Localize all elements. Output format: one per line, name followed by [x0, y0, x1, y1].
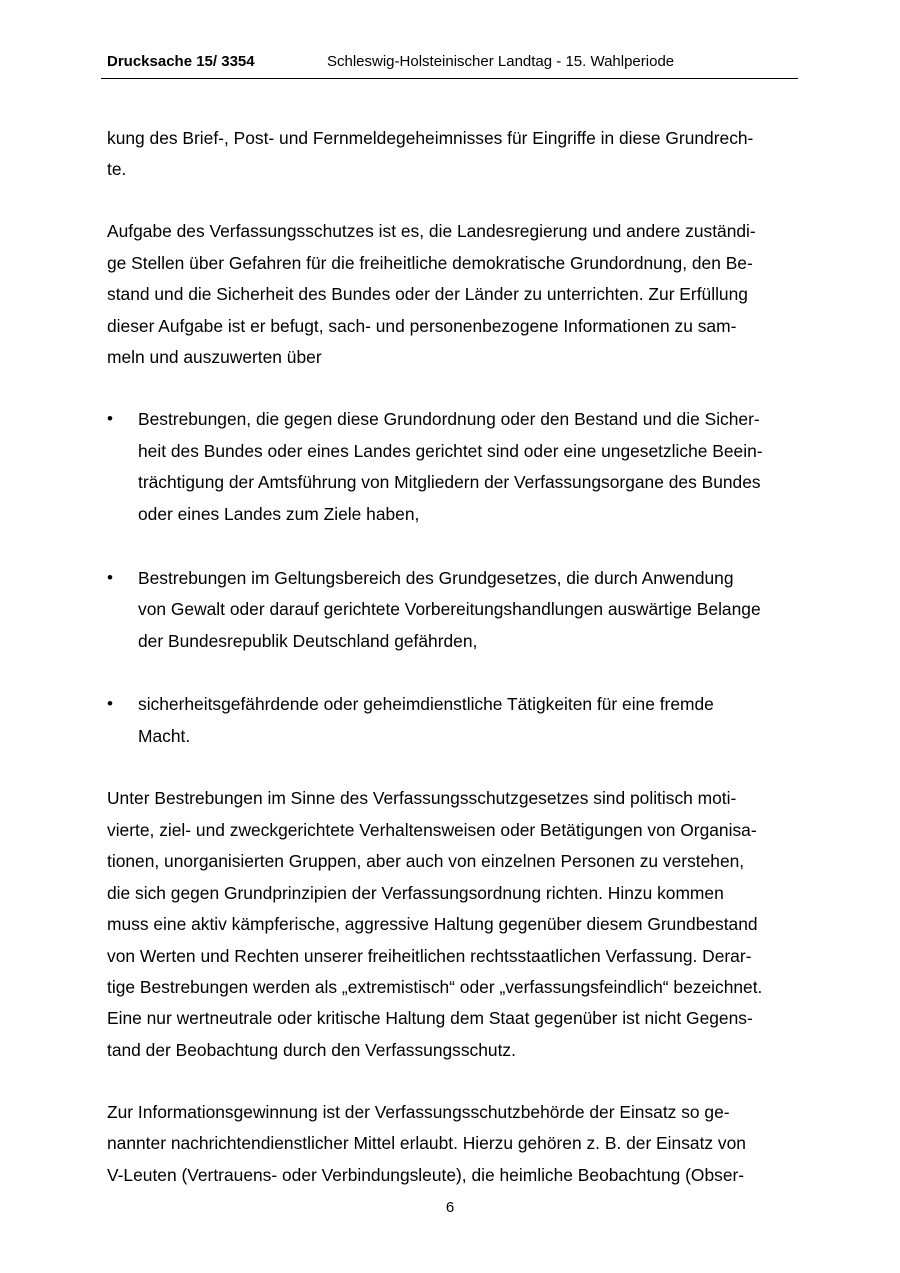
paragraph-line: kung des Brief-, Post- und Fernmeldegeheimnisses für Eingriffe in diese Grundrech- [107, 128, 754, 148]
paragraph-line: von Werten und Rechten unserer freiheitlichen rechtsstaatlichen Verfassung. Derar- [107, 946, 752, 966]
bullet-line: heit des Bundes oder eines Landes gerichtet sind oder eine ungesetzliche Beein- [138, 441, 763, 461]
page-header [101, 52, 798, 79]
paragraph-line: tige Bestrebungen werden als „extremistisch“ oder „verfassungsfeindlich“ bezeichnet. [107, 977, 763, 997]
document-number: Drucksache 15/ 3354 [107, 53, 255, 70]
parliament-title: Schleswig-Holsteinischer Landtag - 15. Wahlperiode [327, 53, 675, 70]
paragraph-line: dieser Aufgabe ist er befugt, sach- und personenbezogene Informationen zu sam- [107, 316, 737, 336]
paragraph-line: nannter nachrichtendienstlicher Mittel erlaubt. Hierzu gehören z. B. der Einsatz von [107, 1133, 746, 1153]
bullet-line: Macht. [138, 726, 191, 746]
bullet-line: der Bundesrepublik Deutschland gefährden, [138, 631, 478, 651]
bullet-line: Bestrebungen, die gegen diese Grundordnung oder den Bestand und die Sicher- [138, 409, 760, 429]
paragraph-line: Zur Informationsgewinnung ist der Verfassungsschutzbehörde der Einsatz so ge- [107, 1102, 730, 1122]
page-number: 6 [445, 1199, 455, 1216]
paragraph-line: Aufgabe des Verfassungsschutzes ist es, die Landesregierung und andere zuständi- [107, 221, 756, 241]
paragraph-line: tionen, unorganisierten Gruppen, aber auch von einzelnen Personen zu verstehen, [107, 851, 745, 871]
bullet-marker: • [107, 409, 113, 428]
paragraph-line: muss eine aktiv kämpferische, aggressive Haltung gegenüber diesem Grundbestand [107, 914, 758, 934]
paragraph-line: tand der Beobachtung durch den Verfassungsschutz. [107, 1040, 516, 1060]
paragraph-line: Unter Bestrebungen im Sinne des Verfassungsschutzgesetzes sind politisch moti- [107, 788, 737, 808]
paragraph-line: meln und auszuwerten über [107, 347, 322, 367]
bullet-line: oder eines Landes zum Ziele haben, [138, 504, 420, 524]
paragraph-line: V-Leuten (Vertrauens- oder Verbindungsleute), die heimliche Beobachtung (Obser- [107, 1165, 745, 1185]
paragraph-line: Eine nur wertneutrale oder kritische Haltung dem Staat gegenüber ist nicht Gegens- [107, 1008, 753, 1028]
paragraph-line: stand und die Sicherheit des Bundes oder der Länder zu unterrichten. Zur Erfüllung [107, 284, 748, 304]
paragraph-line: ge Stellen über Gefahren für die freiheitliche demokratische Grundordnung, den Be- [107, 253, 753, 273]
bullet-marker: • [107, 568, 113, 587]
bullet-line: trächtigung der Amtsführung von Mitgliedern der Verfassungsorgane des Bundes [138, 472, 761, 492]
paragraph-line: te. [107, 159, 127, 179]
paragraph-line: die sich gegen Grundprinzipien der Verfassungsordnung richten. Hinzu kommen [107, 883, 724, 903]
bullet-line: von Gewalt oder darauf gerichtete Vorbereitungshandlungen auswärtige Belange [138, 599, 761, 619]
bullet-line: Bestrebungen im Geltungsbereich des Grundgesetzes, die durch Anwendung [138, 568, 734, 588]
bullet-line: sicherheitsgefährdende oder geheimdienstliche Tätigkeiten für eine fremde [138, 694, 714, 714]
paragraph-line: vierte, ziel- und zweckgerichtete Verhaltensweisen oder Betätigungen von Organisa- [107, 820, 757, 840]
bullet-marker: • [107, 694, 113, 713]
